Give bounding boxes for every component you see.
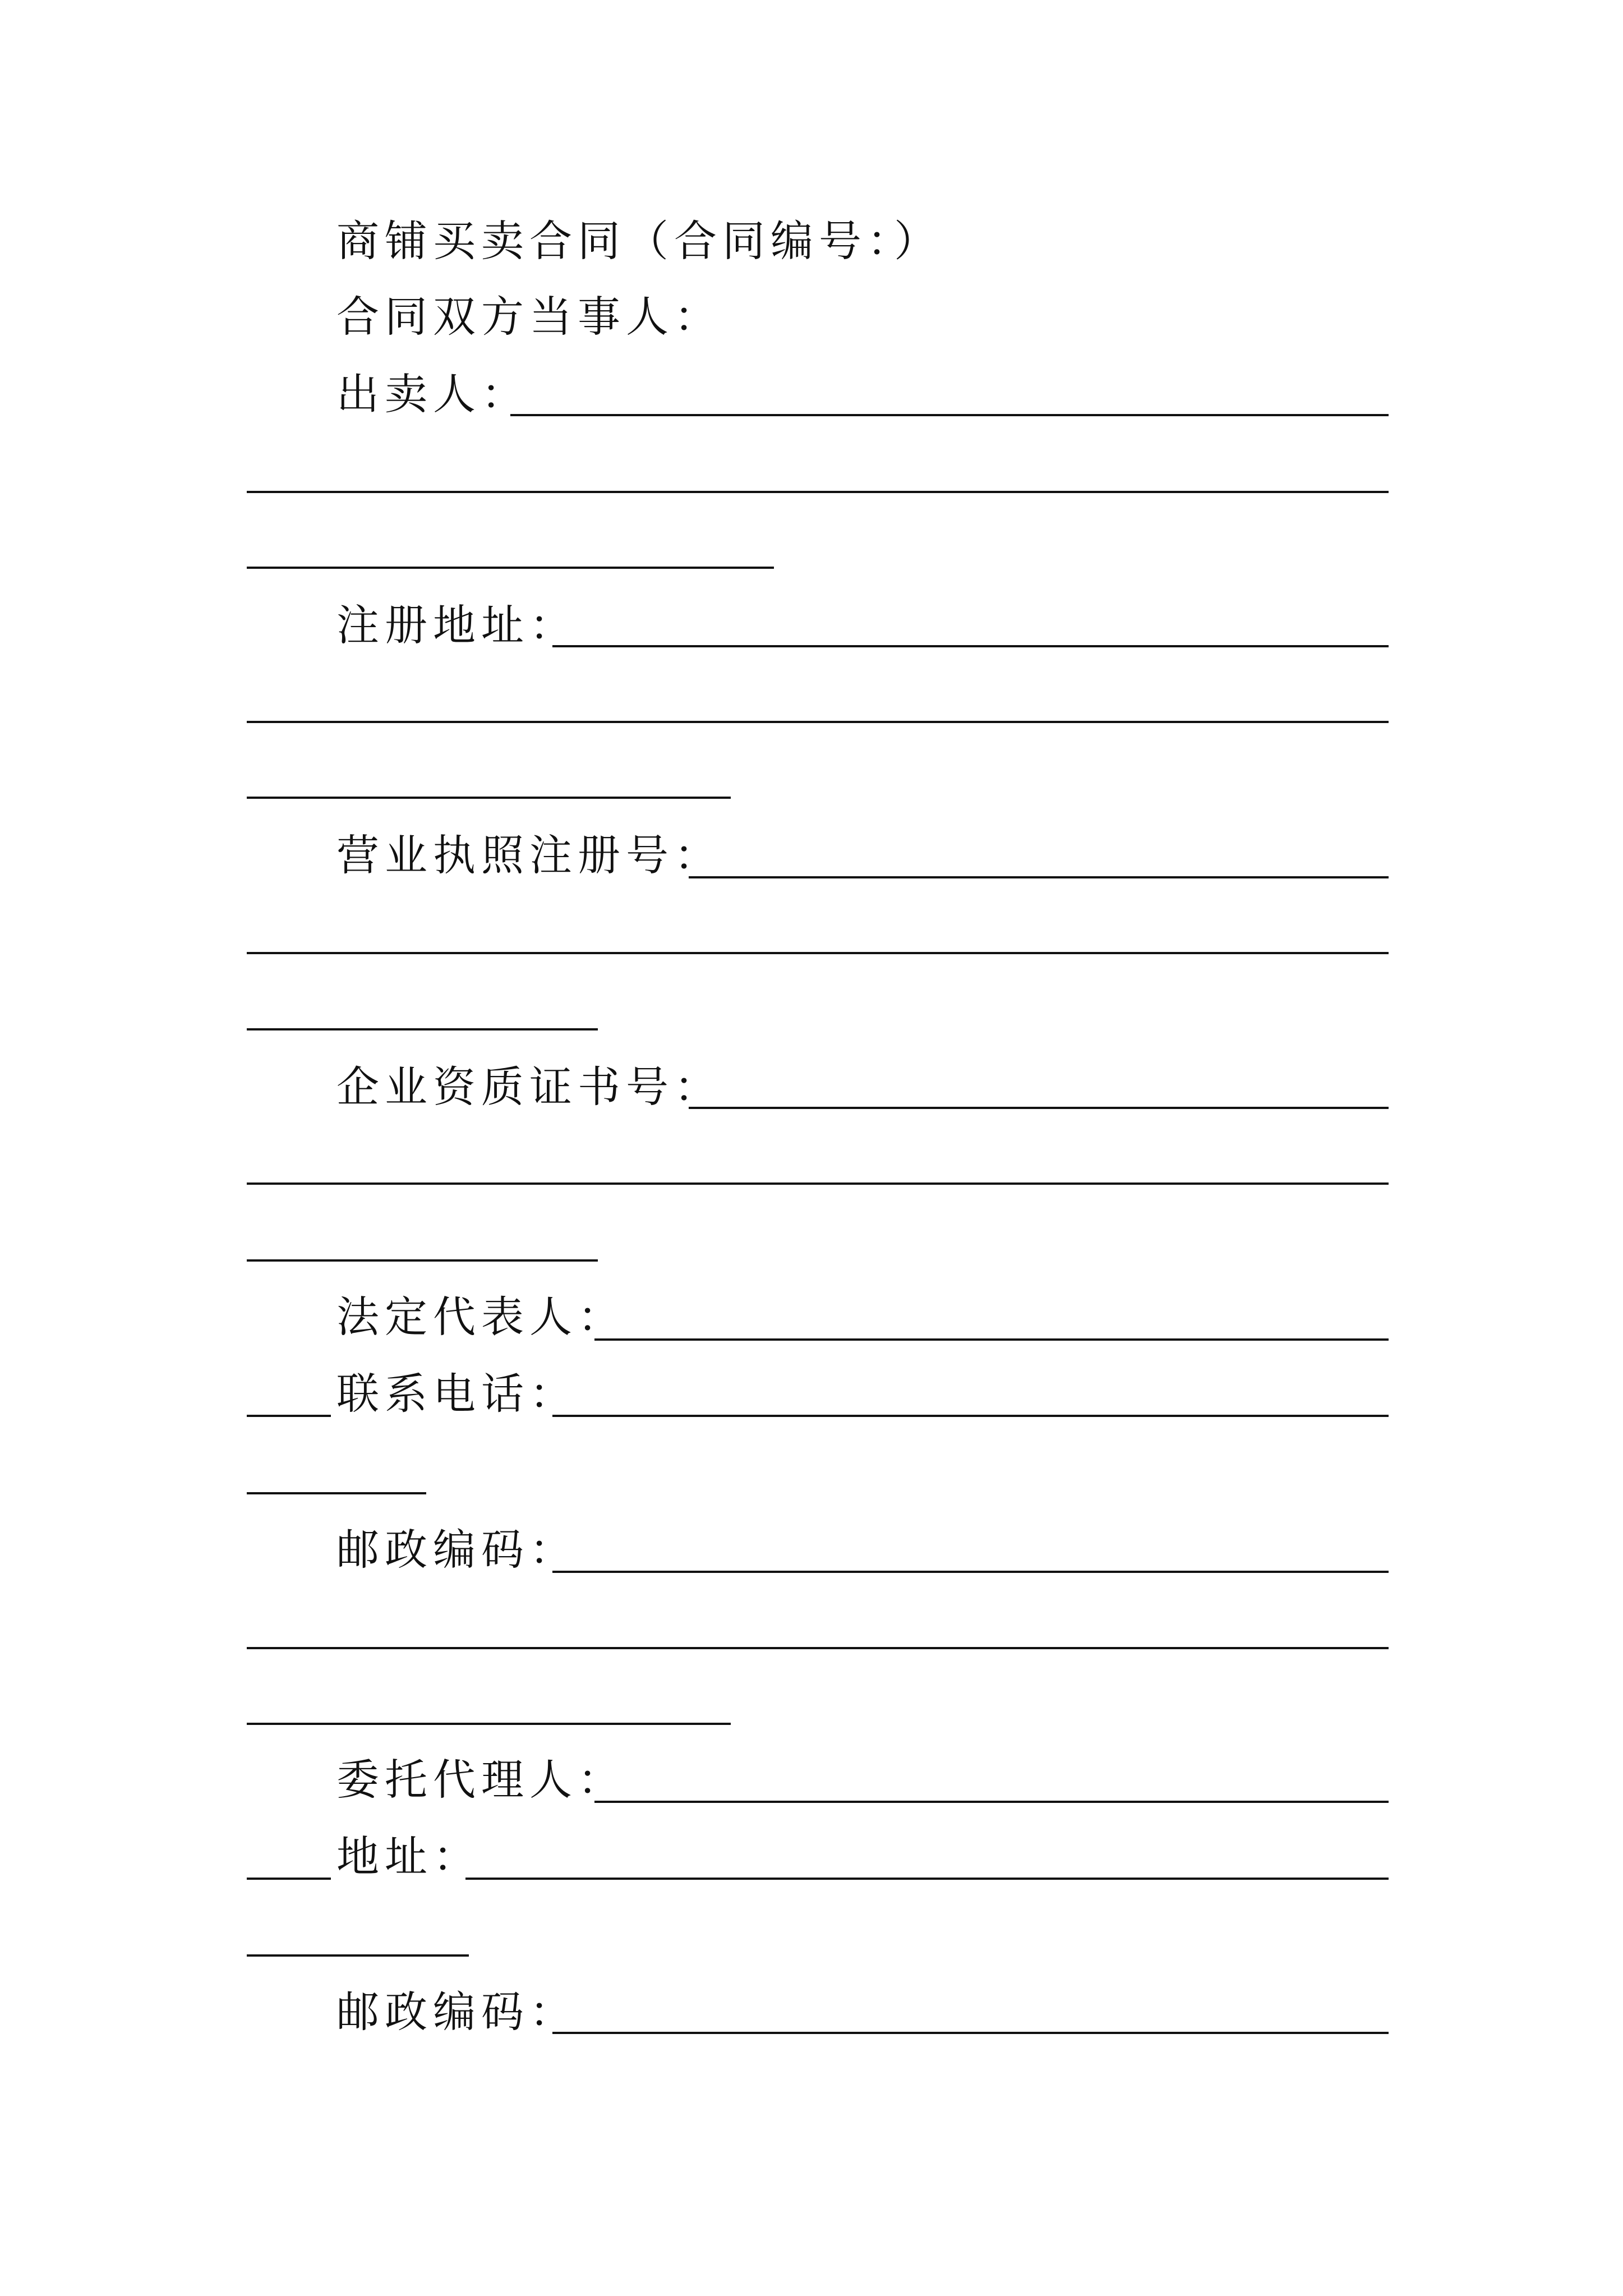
seller-fill-line-2[interactable]	[247, 491, 1389, 493]
registered-address-fill-line-3[interactable]	[247, 797, 731, 799]
registered-address-label: 注册地址：	[336, 600, 578, 650]
agent-fill-line-end[interactable]	[247, 1878, 331, 1880]
postal-code-label: 邮政编码：	[336, 1525, 578, 1575]
qualification-cert-fill-line[interactable]	[689, 1107, 1389, 1109]
agent-fill-line[interactable]	[594, 1801, 1389, 1803]
registered-address-fill-line[interactable]	[552, 645, 1389, 647]
qualification-cert-label: 企业资质证书号：	[336, 1062, 722, 1112]
business-license-label: 营业执照注册号：	[336, 830, 722, 880]
legal-representative-fill-line-end[interactable]	[247, 1415, 331, 1417]
parties-heading: 合同双方当事人：	[336, 292, 722, 342]
postal-code-fill-line[interactable]	[552, 1571, 1389, 1573]
seller-fill-line[interactable]	[510, 414, 1389, 416]
business-license-fill-line-2[interactable]	[247, 952, 1389, 954]
registered-address-fill-line-2[interactable]	[247, 721, 1389, 723]
agent-label: 委托代理人：	[336, 1755, 626, 1805]
business-license-fill-line-3[interactable]	[247, 1028, 598, 1030]
seller-label: 出卖人：	[336, 369, 529, 419]
phone-fill-line-2[interactable]	[247, 1492, 426, 1494]
qualification-cert-fill-line-2[interactable]	[247, 1182, 1389, 1185]
phone-fill-line[interactable]	[552, 1415, 1389, 1417]
address-fill-line[interactable]	[465, 1878, 1389, 1880]
contract-title: 商铺买卖合同（合同编号：）	[336, 216, 942, 266]
business-license-fill-line[interactable]	[689, 876, 1389, 878]
postal-code-fill-line-3[interactable]	[247, 1723, 731, 1725]
legal-representative-fill-line[interactable]	[594, 1338, 1389, 1341]
address-label: 地址：	[336, 1832, 481, 1881]
postal-code-label-2: 邮政编码：	[336, 1987, 578, 2037]
qualification-cert-fill-line-3[interactable]	[247, 1259, 598, 1262]
postal-code-fill-line-b[interactable]	[552, 2032, 1389, 2034]
seller-fill-line-3[interactable]	[247, 567, 774, 569]
phone-label: 联系电话：	[336, 1369, 578, 1419]
legal-representative-label: 法定代表人：	[336, 1292, 626, 1342]
address-fill-line-2[interactable]	[247, 1954, 469, 1957]
postal-code-fill-line-2[interactable]	[247, 1647, 1389, 1649]
